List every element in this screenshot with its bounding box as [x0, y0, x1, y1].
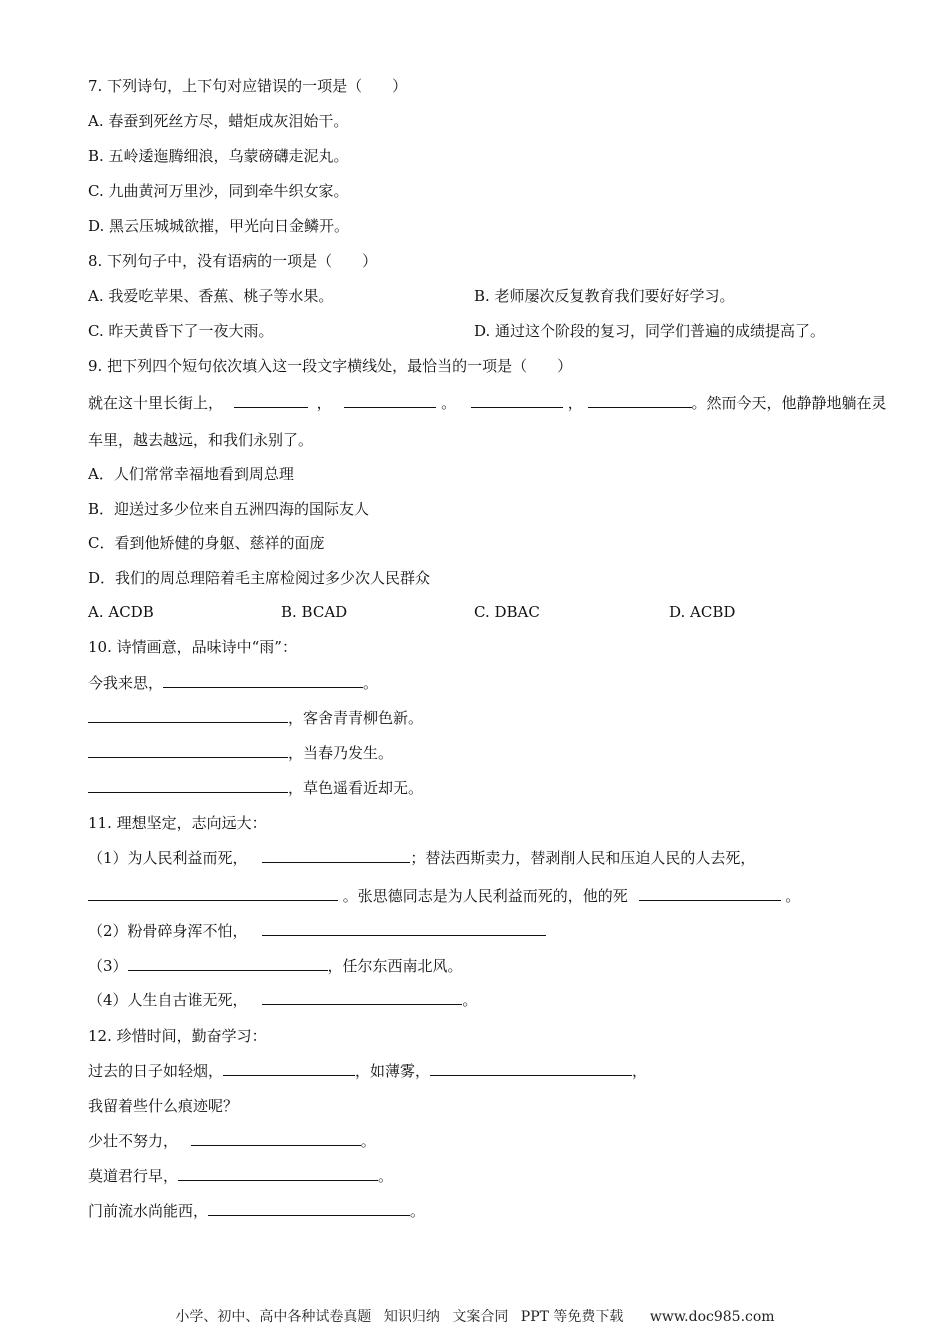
- q12-line2: 我留着些什么痕迹呢？: [88, 1097, 239, 1115]
- q9-blank-3[interactable]: [471, 393, 563, 408]
- q11-p4-post: 。: [462, 991, 478, 1009]
- q8-stem: 8. 下列句子中，没有语病的一项是（ ）: [88, 252, 378, 270]
- q9-stem: 9. 把下列四个短句依次填入这一段文字横线处，最恰当的一项是（ ）: [88, 357, 573, 375]
- q11-part1-line1: [88, 848, 755, 868]
- q11-blank-4[interactable]: [262, 921, 546, 936]
- q9-choice-b: B. BCAD: [281, 603, 348, 621]
- q11-part4: [88, 990, 477, 1010]
- q11-blank-3[interactable]: [639, 886, 781, 901]
- q12-blank-2[interactable]: [430, 1061, 632, 1076]
- q11-blank-2[interactable]: [88, 886, 338, 901]
- q9-blank-1[interactable]: [234, 393, 308, 408]
- footer-url[interactable]: www.doc985.com: [649, 1309, 775, 1325]
- q8-option-b: B. 老师屡次反复教育我们要好好学习。: [474, 287, 735, 305]
- q10-line1: [88, 673, 378, 693]
- q10-blank-4[interactable]: [88, 778, 288, 793]
- q12-stem: 12. 珍惜时间，勤奋学习：: [88, 1027, 267, 1045]
- q7-option-c: C. 九曲黄河万里沙，同到牵牛织女家。: [88, 182, 349, 200]
- q9-sep-2: 。: [441, 394, 457, 412]
- q9-item-c: C．看到他矫健的身躯、慈祥的面庞: [88, 534, 325, 552]
- q8-option-c: C. 昨天黄昏下了一夜大雨。: [88, 322, 274, 340]
- footer-text-4: PPT 等免费下载: [520, 1309, 624, 1325]
- q10-line1-post: 。: [363, 674, 379, 692]
- q9-choice-c: C. DBAC: [474, 603, 540, 621]
- q7-option-a: A. 春蚕到死丝方尽，蜡炬成灰泪始干。: [88, 112, 349, 130]
- q9-item-b: B．迎送过多少位来自五洲四海的国际友人: [88, 500, 370, 518]
- q11-p1-pre: （1）为人民利益而死，: [88, 849, 248, 867]
- q12-l5-post: 。: [410, 1202, 426, 1220]
- q12-l1-pre: 过去的日子如轻烟，: [88, 1062, 224, 1080]
- footer-text-1: 小学、初中、高中各种试卷真题: [175, 1309, 372, 1325]
- q9-blank-2[interactable]: [344, 393, 436, 408]
- footer-text-2: 知识归纳: [383, 1309, 440, 1325]
- q10-blank-1[interactable]: [163, 673, 363, 688]
- q11-blank-5[interactable]: [128, 956, 328, 971]
- q10-line2: [88, 708, 423, 728]
- q11-p2-pre: （2）粉骨碎身浑不怕，: [88, 922, 248, 940]
- q9-passage-start: 就在这十里长街上，: [88, 394, 224, 412]
- q11-part3: [88, 956, 463, 976]
- q12-l5-pre: 门前流水尚能西，: [88, 1202, 209, 1220]
- q12-blank-3[interactable]: [191, 1131, 361, 1146]
- q11-p1-l2-end: 。: [785, 887, 801, 905]
- q11-p1-mid: ；替法西斯卖力，替剥削人民和压迫人民的人去死，: [410, 849, 756, 867]
- q12-l4-post: 。: [378, 1167, 394, 1185]
- q11-p3-pre: （3）: [88, 957, 128, 975]
- q8-option-a: A. 我爱吃苹果、香蕉、桃子等水果。: [88, 287, 334, 305]
- q12-blank-4[interactable]: [178, 1166, 378, 1181]
- q11-stem: 11. 理想坚定，志向远大：: [88, 814, 267, 832]
- q12-line5: [88, 1201, 425, 1221]
- q12-l3-post: 。: [360, 1132, 376, 1150]
- footer-text-3: 文案合同: [452, 1309, 509, 1325]
- q12-line4: [88, 1166, 393, 1186]
- q9-choice-d: D. ACBD: [669, 603, 736, 621]
- q9-passage-end: 。然而今天，他静静地躺在灵: [691, 394, 887, 412]
- q11-p4-pre: （4）人生自古谁无死，: [88, 991, 248, 1009]
- q11-p3-post: ，任尔东西南北风。: [327, 957, 463, 975]
- q10-stem: 10. 诗情画意，品味诗中“雨”：: [88, 638, 297, 656]
- q7-option-b: B. 五岭逶迤腾细浪，乌蒙磅礴走泥丸。: [88, 147, 349, 165]
- q11-blank-1[interactable]: [262, 848, 410, 863]
- q9-sep-3: ，: [567, 394, 583, 412]
- q9-item-d: D．我们的周总理陪着毛主席检阅过多少次人民群众: [88, 569, 431, 587]
- q11-blank-6[interactable]: [262, 990, 462, 1005]
- q7-option-d: D. 黑云压城城欲摧，甲光向日金鳞开。: [88, 217, 350, 235]
- q10-line1-pre: 今我来思，: [88, 674, 164, 692]
- q12-line3: [88, 1131, 376, 1151]
- q9-sep-1: ，: [316, 394, 332, 412]
- q12-l4-pre: 莫道君行早，: [88, 1167, 179, 1185]
- q9-choice-a: A. ACDB: [88, 603, 154, 621]
- q10-line2-post: ，客舍青青柳色新。: [288, 709, 424, 727]
- q10-blank-2[interactable]: [88, 708, 288, 723]
- q11-part2: [88, 921, 546, 941]
- q11-part1-line2: [88, 886, 800, 906]
- q12-l1-mid: ，如薄雾，: [355, 1062, 431, 1080]
- q9-passage-line2: 车里，越去越远，和我们永别了。: [88, 431, 314, 449]
- q10-line4-post: ，草色遥看近却无。: [288, 779, 424, 797]
- q10-line3-post: ，当春乃发生。: [288, 744, 394, 762]
- q12-l3-pre: 少壮不努力，: [88, 1132, 179, 1150]
- q10-line4: [88, 778, 423, 798]
- q12-l1-post: ，: [632, 1062, 648, 1080]
- page-footer: [0, 1308, 950, 1326]
- q8-option-d: D. 通过这个阶段的复习，同学们普遍的成绩提高了。: [474, 322, 826, 340]
- q12-blank-1[interactable]: [223, 1061, 355, 1076]
- q10-blank-3[interactable]: [88, 743, 288, 758]
- q9-item-a: A．人们常常幸福地看到周总理: [88, 465, 294, 483]
- q10-line3: [88, 743, 393, 763]
- q11-p1-l2-mid: 。张思德同志是为人民利益而死的，他的死: [342, 887, 628, 905]
- q9-blank-4[interactable]: [588, 393, 692, 408]
- q12-line1: [88, 1061, 647, 1081]
- q9-passage-line1: [88, 393, 887, 413]
- q7-stem: 7. 下列诗句，上下句对应错误的一项是（ ）: [88, 77, 408, 95]
- q12-blank-5[interactable]: [208, 1201, 410, 1216]
